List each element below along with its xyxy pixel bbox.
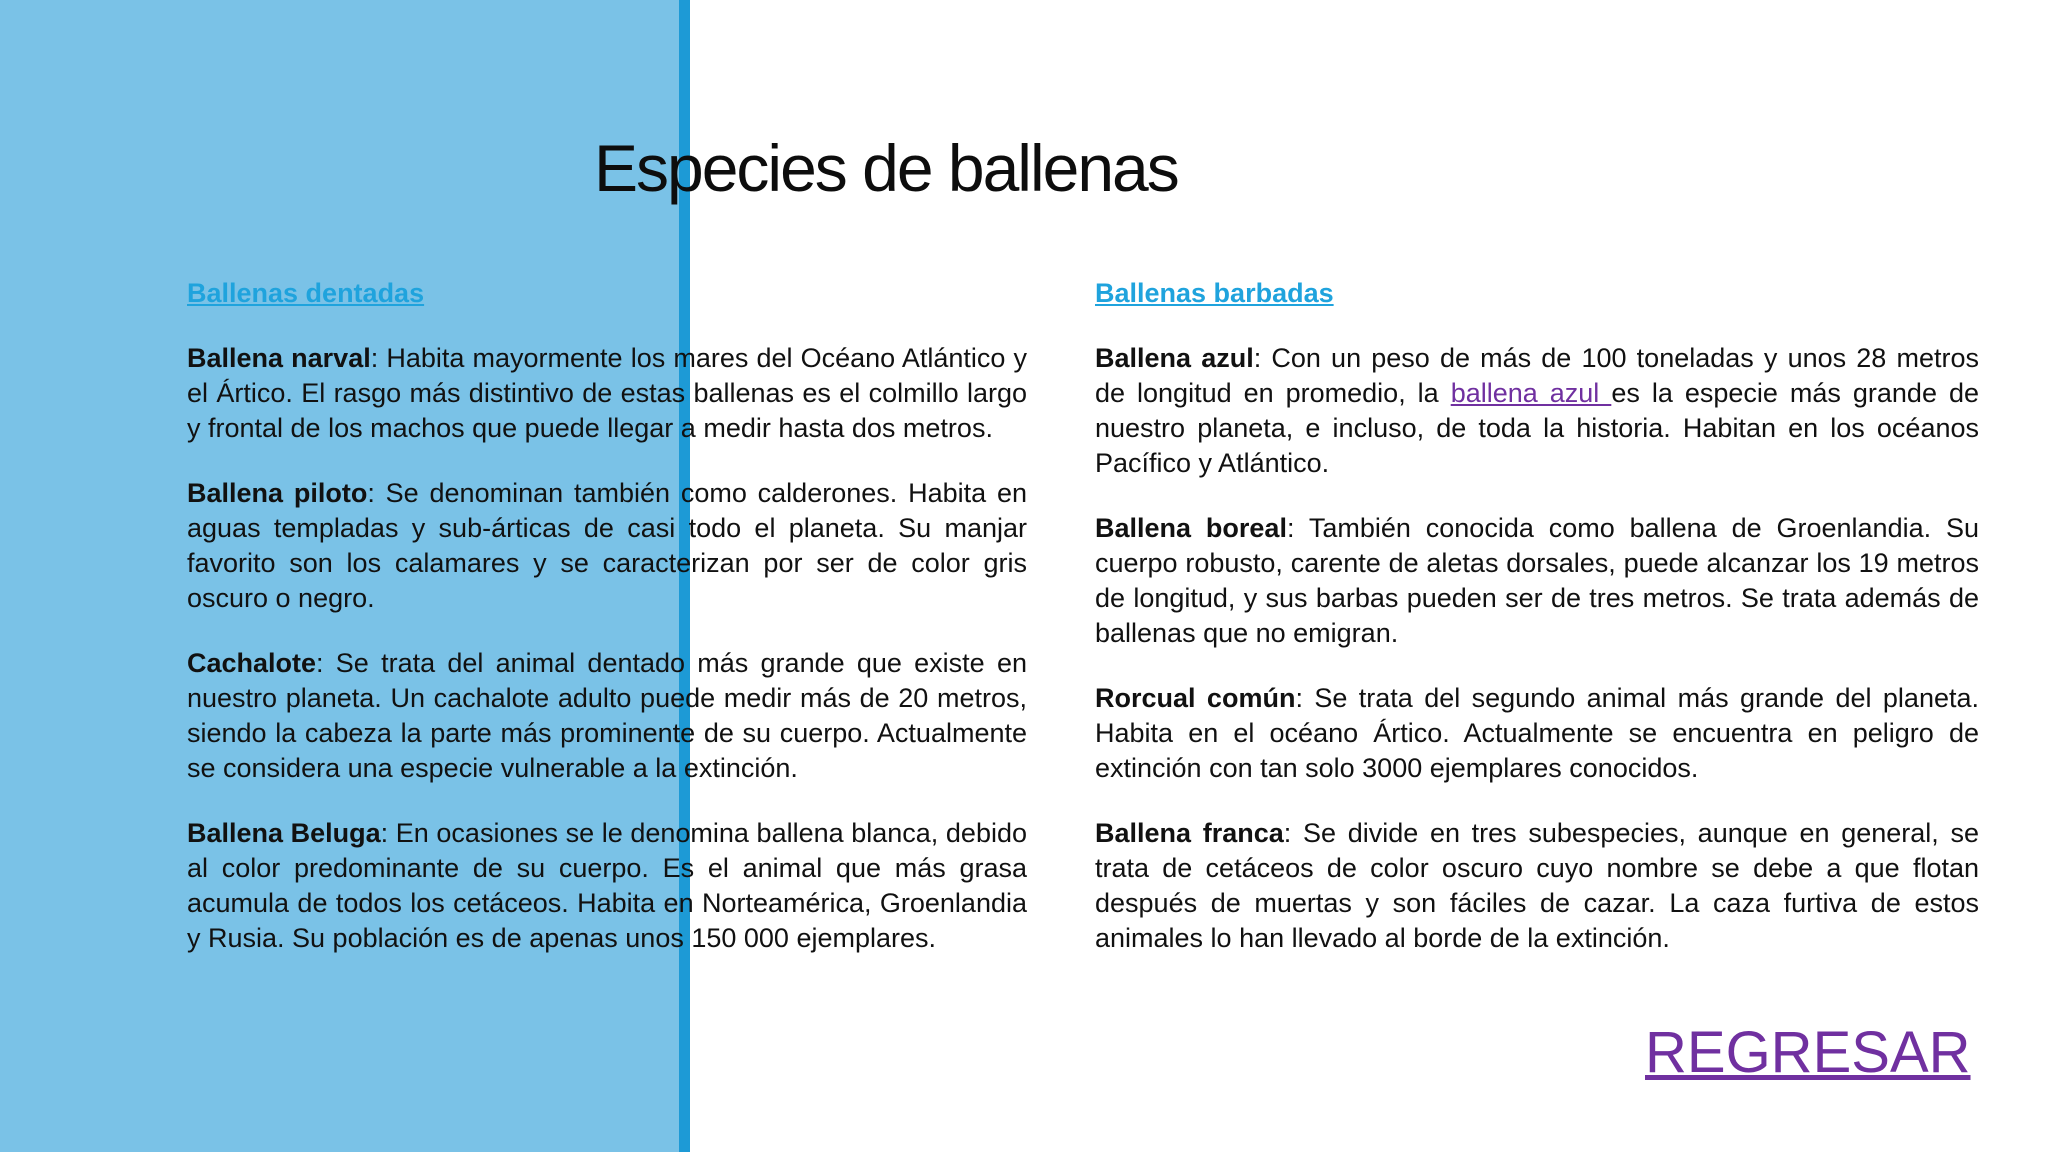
entry-pilot-whale [187,476,1027,616]
blue-whale-link[interactable]: ballena azul [1450,378,1612,408]
entry-name: Rorcual común [1095,683,1296,713]
entry-sperm-whale [187,646,1027,786]
entry-beluga [187,816,1027,956]
entry-text: : Se divide en tres subespecies, aunque en general, se trata de cetáceos de color oscuro cuyo nombre se debe a que flotan después de muertas y son fáciles de cazar. La caza furtiva de estos animales lo han llevado al borde de la extinción. [1095,818,1979,953]
entry-text: : También conocida como ballena de Groenlandia. Su cuerpo robusto, carente de aletas dorsales, puede alcanzar los 19 metros de longitud, y sus barbas pueden ser de tres metros. Se trata además de ballenas que no emigran. [1095,513,1979,648]
entry-name: Cachalote [187,648,317,678]
entry-narwhal [187,341,1027,446]
entry-text: : Se trata del animal dentado más grande que existe en nuestro planeta. Un cachalote adulto puede medir más de 20 metros, siendo la cabeza la parte más prominente de su cuerpo. Actualmente se considera una especie vulnerable a la extinción. [187,648,1027,783]
entry-name: Ballena narval [187,343,371,373]
entry-name: Ballena franca [1095,818,1284,848]
toothed-whales-column [187,276,1027,986]
entry-text: : Habita mayormente los mares del Océano Atlántico y el Ártico. El rasgo más distintivo de estas ballenas es el colmillo largo y frontal de los machos que puede llegar a medir hasta dos metros. [187,343,1028,443]
entry-name: Ballena azul [1095,343,1254,373]
slide-title: Especies de ballenas [594,131,1178,205]
entry-right-whale [1095,816,1979,956]
entry-text: : Con un peso de más de 100 toneladas y unos 28 metros de longitud en promedio, la [1095,343,1979,408]
entry-name: Ballena boreal [1095,513,1287,543]
toothed-whales-heading-link[interactable]: Ballenas dentadas [187,278,425,308]
baleen-whales-heading-link[interactable]: Ballenas barbadas [1095,278,1334,308]
entry-name: Ballena piloto [187,478,368,508]
back-link[interactable]: REGRESAR [1645,1020,1971,1085]
entry-bowhead-whale [1095,511,1979,651]
entry-text: es la especie más grande de nuestro planeta, e incluso, de toda la historia. Habitan en los océanos Pacífico y Atlántico. [1095,378,1979,478]
entry-fin-whale [1095,681,1979,786]
entry-blue-whale [1095,341,1979,481]
entry-text: : Se denominan también como calderones. Habita en aguas templadas y sub-árticas de casi todo el planeta. Su manjar favorito son los calamares y se caracterizan por ser de color gris oscuro o negro. [187,478,1027,613]
baleen-whales-column [1095,276,1979,986]
entry-text: : Se trata del segundo animal más grande del planeta. Habita en el océano Ártico. Actualmente se encuentra en peligro de extinción con tan solo 3000 ejemplares conocidos. [1095,683,1980,783]
entry-text: : En ocasiones se le denomina ballena blanca, debido al color predominante de su cuerpo. Es el animal que más grasa acumula de todos los cetáceos. Habita en Norteamérica, Groenlandia y Rusia. Su población es de apenas unos 150 000 ejemplares. [187,818,1027,953]
entry-name: Ballena Beluga [187,818,381,848]
